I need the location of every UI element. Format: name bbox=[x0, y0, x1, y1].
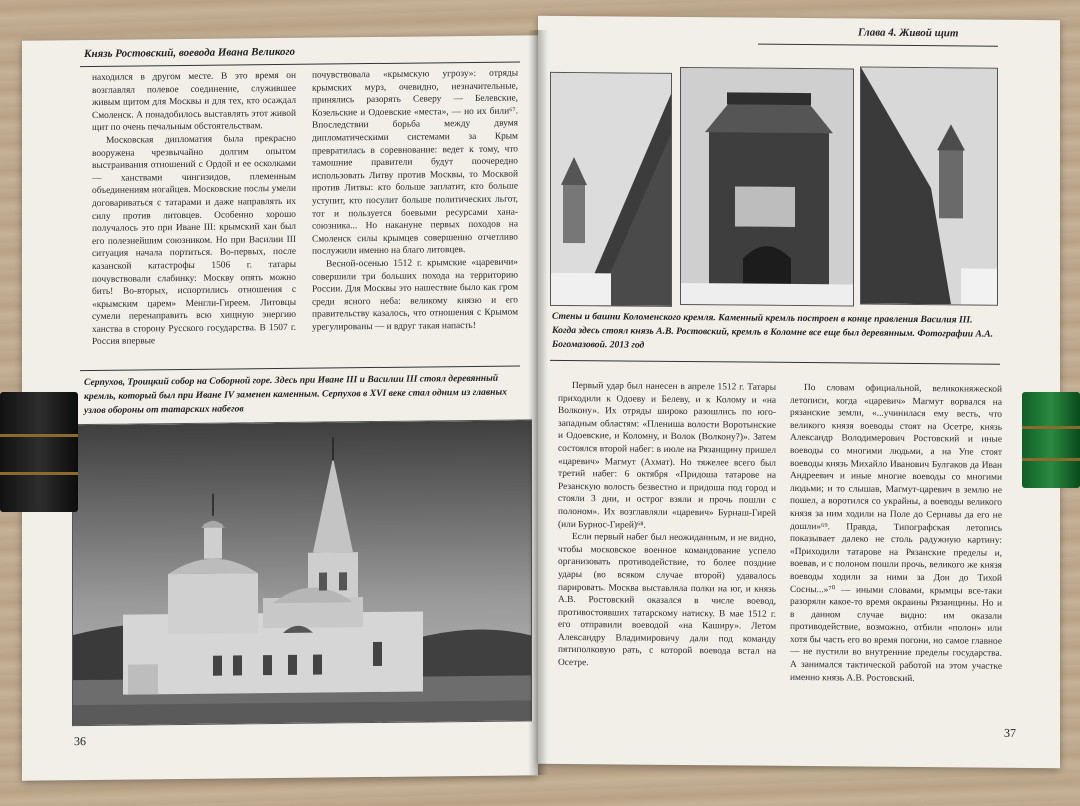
left-running-head: Князь Ростовский, воевода Ивана Великого bbox=[84, 45, 296, 61]
paragraph: Если первый набег был неожиданным, и не видно, чтобы московское военное командование успело организовать противодействие, то более поздние удары (во всяком случае второй) удавалось парировать. Москва выставляла полки на юг, и князь А.В. Ростовский оказался в числе воевод, противостоявших татарскому натиску. В мае 1512 г. его отправили воеводой «на Каширу». Летом Александру Владимировичу дали под команду пятиполковую рать, с которой воевода встал на Осетре. bbox=[558, 532, 776, 669]
left-page bbox=[22, 35, 538, 780]
book-gutter-shadow bbox=[528, 30, 548, 775]
rubber-band bbox=[1022, 426, 1080, 429]
right-page-number: 37 bbox=[1004, 725, 1016, 740]
right-column-2 bbox=[790, 382, 1002, 686]
rubber-band bbox=[0, 472, 78, 475]
paragraph: Московская дипломатия была прекрасно вооружена чрезвычайно долгим опытом выстраивания отношений с Ордой и ее осколками — ханствами чингизидов, племенным объединениям ногайцев. Московские послы умели договариваться с татарами и даже направлять их силу против литовцев. Особенно хорошо получалось это при Иване III: крымский хан был его полезнейшим союзником. Но при Василии III ситуация начала портиться. Во-первых, после казанской катастрофы 1506 г. татары почувствовали слабинку: Москву опять можно бить! Во-вторых, испортились отношения с «крымским царем» Менгли-Гиреем. Литовцы сумели перенаправить всю хищную энергию ханства в сторону Русского государства. В 1507 г. Россия впервые bbox=[92, 133, 296, 348]
right-photo-caption: Стены и башни Коломенского кремля. Каменный кремль построен в конце правления Василия III. Когда здесь стоял князь А.В. Ростовский, кремль в Коломне все еще был деревянным. Фотографии А.А. Богомазовой. 2013 год bbox=[552, 310, 994, 351]
right-header-rule bbox=[758, 44, 998, 47]
right-running-head: Глава 4. Живой щит bbox=[858, 26, 959, 40]
right-caption-rule bbox=[550, 360, 1000, 365]
paragraph: почувствовала «крымскую угрозу»: отряды крымских мурз, очевидно, незначительные, принялись разорять Северу — Белевские, Козельские и Одоевские «места», — но их били⁶⁷. Впоследствии борьба между двумя дипломатическими системами за Крым превратилась в соревнование: ведет к тому, что тамошние правители будут поочередно использовать Литву против Москвы, то Москвой против Литвы: кто больше заплатит, кто больше уступит, кто посулит больше политических льгот, тот и пользуется боевыми ресурсами хана-союзника... Но накануне первых походов на Смоленск силы крымцев совершенно отчетливо послужили именно на благо литовцев. bbox=[312, 68, 518, 257]
rubber-band bbox=[0, 434, 78, 437]
kolomna-wall-photo-1 bbox=[550, 72, 672, 307]
green-binder-clip bbox=[1022, 392, 1080, 488]
paragraph: Весной-осенью 1512 г. крымские «царевичи» совершили три больших похода на территорию России. Для Москвы это нашествие было как гром среди ясного неба: великому князю и его правительству казалось, что отношения с Крымом урегулированы — и вдруг такая напасть! bbox=[312, 257, 518, 333]
kremlin-wall-illustration bbox=[551, 73, 671, 306]
left-page-number: 36 bbox=[74, 734, 86, 749]
left-photo-caption: Серпухов, Троицкий собор на Соборной горе. Здесь при Иване III и Василии III стоял деревянный кремль, который был при Иване IV заменен каменным. Серпухов в XVI веке стал одним из главных узлов обороны от татарских набегов bbox=[84, 372, 507, 417]
paragraph: находился в другом месте. В это время он возглавлял полевое соединение, служившее живым щитом для Москвы и для тех, кто осаждал Смоленск. А понадобилось выставлять этот живой щит по очень печальным обстоятельствам. bbox=[92, 70, 296, 134]
left-column-2 bbox=[312, 68, 518, 335]
paragraph: По словам официальной, великокняжеской летописи, когда «царевич» Магмут ворвался на рязанские земли, «...учинилася ему весть, что великого князя воеводы стоят на Осетре, князь Александр Володимерович Ростовский и иные воеводы со многими людьми, а на Упе стоят воеводы князь Михайло Иванович Булгаков да Иван Андреевич и иные многие воеводы со многими людьми; и то слышав, Магмут-царевич в землю не пошел, а воротился со украйны, а воеводы великого князя за ним ходили на Поле до Сернавы да его не дошли»⁶⁹. Правда, Типографская летопись показывает далеко не столь радужную картину: «Приходили татарове на Рязанские пределы и, воевав, и с полоном пошли прочь, великого же князя воеводы ходили за ними за Дон до Тихой Сосны...»⁷⁰ — иными словами, крымцы все-таки разоряли какое-то время окраины Рязанщины. Но и в данном случае видно: им оказали противодействие, возможно, отбили «полон» или хотя бы часть его во время погони, но самое главное — не пустили во внутренние пределы государства. А занимался тактической работой на этом участке именно князь А.В. Ростовский. bbox=[790, 383, 1002, 684]
serpukhov-cathedral-photo bbox=[72, 419, 532, 726]
kolomna-wall-photo-2 bbox=[860, 67, 998, 306]
left-column-1 bbox=[92, 70, 296, 349]
gate-tower-illustration bbox=[681, 68, 853, 306]
black-binder-clip bbox=[0, 392, 78, 512]
right-page bbox=[538, 16, 1060, 769]
kolomna-gate-photo bbox=[680, 67, 854, 307]
rubber-band bbox=[1022, 458, 1080, 461]
cathedral-illustration bbox=[73, 420, 531, 725]
left-header-rule bbox=[80, 61, 520, 67]
right-column-1 bbox=[558, 380, 776, 672]
paragraph: Первый удар был нанесен в апреле 1512 г. Татары приходили к Одоеву и Белеву, и к Колому и «на Волкону». Их отряды широко разошлись по юго-западным областям: «Плениша волости Воротынские и Одоевские, и Коломну, и Волок (Волкону?)». Затем состоялся второй набег: в июле на Рязанщину пришел «царевич» Магмут (Ахмат). Но тяжелее всего был третий набег: 6 октября «Придоша татарове на Резанскую волость безвестно и придоша под город и стояли 3 дни, и острог взяли и прочь пошли с полоном». Их возглавляли «царевич» Бурнаш-Гирей (или Бурнос-Гирей)⁶⁸. bbox=[558, 381, 776, 531]
left-caption-rule bbox=[80, 365, 520, 371]
kremlin-wall-illustration-2 bbox=[861, 68, 997, 305]
